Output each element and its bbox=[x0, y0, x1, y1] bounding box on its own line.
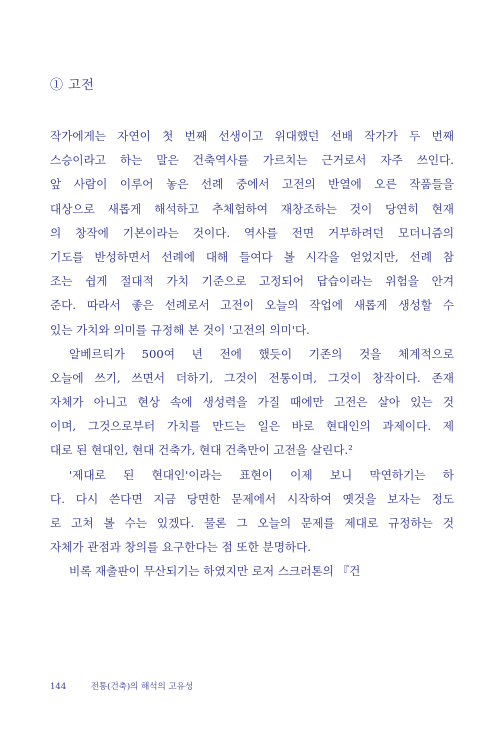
text-line: '제대로 된 현대인'이라는 표현이 이제 보니 막연하기는 하 bbox=[69, 467, 454, 482]
section-heading: ① 고전 bbox=[50, 78, 95, 93]
text-line: 다. 다시 쓴다면 지금 당면한 문제에서 시작하여 옛것을 보자는 정도 bbox=[50, 491, 454, 506]
page-footer bbox=[50, 680, 193, 692]
text-line: 앞 사람이 이루어 놓은 선례 중에서 고전의 반열에 오른 작품들을 bbox=[50, 177, 454, 192]
text-line: 알베르티가 500여 년 전에 했듯이 기존의 것을 체계적으로 bbox=[69, 346, 454, 361]
text-line: 작가에게는 자연이 첫 번째 선생이고 위대했던 선배 작가가 두 번째 bbox=[50, 129, 454, 143]
page-number: 144 bbox=[50, 682, 67, 692]
text-line: 준다. 따라서 좋은 선례로서 고전이 오늘의 작업에 새롭게 생성할 수 bbox=[50, 298, 454, 313]
text-line: 자체가 관점과 창의를 요구한다는 점 또한 분명하다. bbox=[50, 540, 311, 555]
running-title: 전통(건축)의 해석의 고유성 bbox=[90, 682, 194, 692]
text-line: 로 고쳐 볼 수는 있겠다. 물론 그 오늘의 문제를 제대로 규정하는 것 bbox=[50, 516, 454, 530]
body-text bbox=[50, 124, 454, 584]
text-line: 비록 재출판이 무산되기는 하였지만 로저 스크러톤의 『건 bbox=[69, 564, 361, 579]
text-line: 조는 쉽게 절대적 가치 기준으로 고정되어 답습이라는 위험을 안겨 bbox=[50, 274, 454, 289]
text-line: 대로 된 현대인, 현대 건축가, 현대 건축만이 고전을 살린다.² bbox=[50, 443, 353, 458]
text-line: 대상으로 새롭게 해석하고 추체험하여 재창조하는 것이 당연히 현재 bbox=[50, 201, 454, 216]
text-line: 있는 가치와 의미를 규정해 본 것이 '고전의 의미'다. bbox=[50, 322, 310, 337]
text-line: 기도를 반성하면서 선례에 대해 들여다 볼 시각을 얻었지만, 선례 참 bbox=[50, 249, 454, 264]
text-line: 스승이라고 하는 말은 건축역사를 가르치는 근거로서 자주 쓰인다. bbox=[50, 153, 454, 168]
text-line: 자체가 아니고 현상 속에 생성력을 가질 때에만 고전은 살아 있는 것 bbox=[50, 395, 454, 410]
text-line: 의 창작에 기본이라는 것이다. 역사를 전면 거부하려던 모더니즘의 bbox=[50, 225, 454, 240]
text-line: 이며, 그것으로부터 가치를 만드는 일은 바로 현대인의 과제이다. 제 bbox=[50, 419, 454, 434]
text-line: 오늘에 쓰기, 쓰면서 더하기, 그것이 전통이며, 그것이 창작이다. 존재 bbox=[50, 370, 454, 385]
